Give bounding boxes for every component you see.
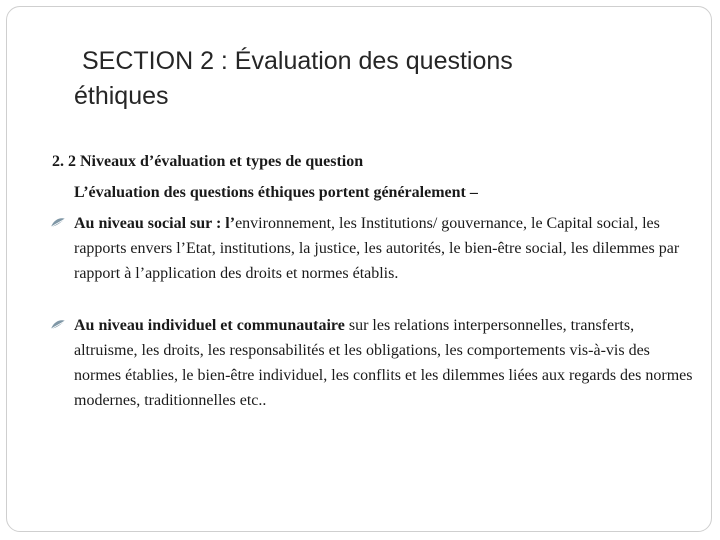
bullet-lead-social: Au niveau social sur : l’ (74, 215, 236, 232)
section-subheading: 2. 2 Niveaux d’évaluation et types de question (52, 153, 364, 170)
bullet-item-social (74, 211, 694, 286)
bullet-lead-individuel: Au niveau individuel et communautaire (74, 317, 345, 334)
slide-title-line-2: éthiques (74, 82, 169, 110)
bullet-text-social: environnement, les Institutions/ gouvernance, le Capital social, les rapports envers l’Etat, institutions, la justice, les autorités, le bien-être social, les dilemmes par rapport à l’application des droits et normes établis. (74, 215, 680, 282)
bullet-item-individuel (74, 313, 694, 413)
intro-text: L’évaluation des questions éthiques portent généralement – (74, 184, 478, 201)
bullet-text-individuel: sur les relations interpersonnelles, transferts, altruisme, les droits, les responsabilités et les obligations, les comportements vis-à-vis des normes établies, le bien-être individuel, les conflits et les dilemmes liées aux regards des normes modernes, traditionnelles etc.. (74, 317, 693, 409)
slide-title-line-1: SECTION 2 : Évaluation des questions (82, 47, 513, 75)
bullet-leaf-icon (50, 319, 66, 331)
bullet-leaf-icon (50, 217, 66, 229)
